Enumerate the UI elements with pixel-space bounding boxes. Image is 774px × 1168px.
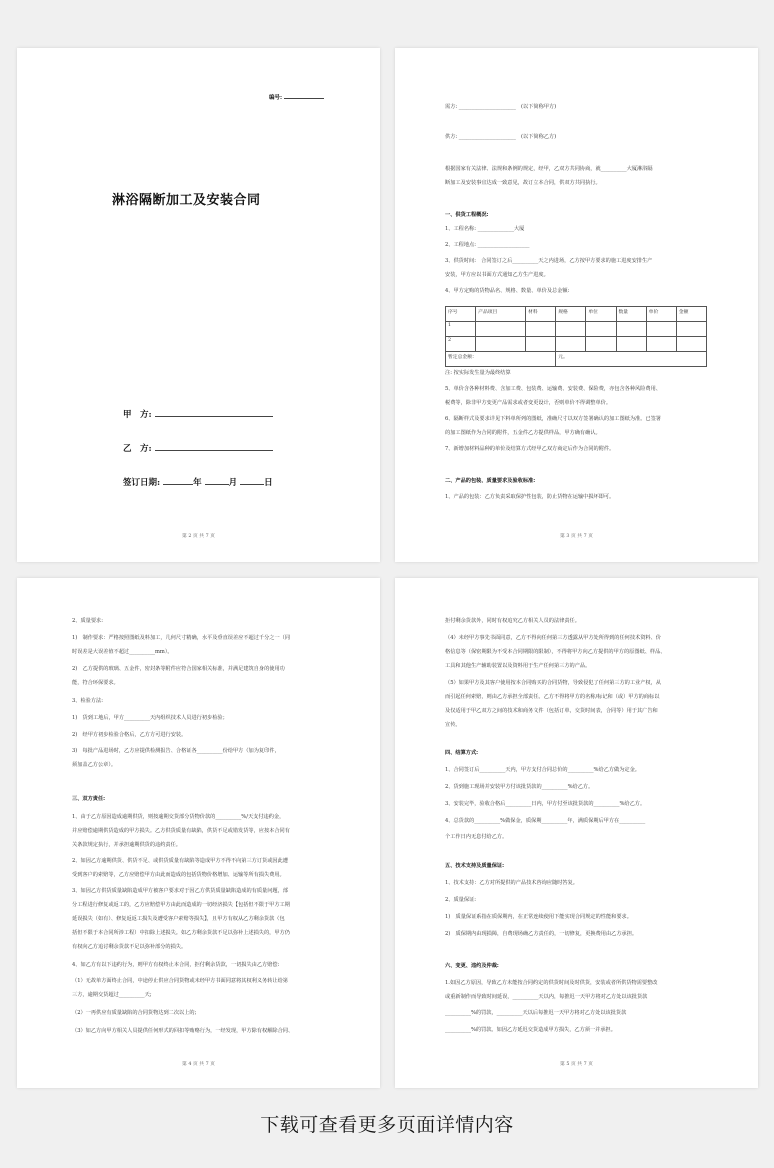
body-line: 根据国家有关法律、法规和条例的规定，经甲，乙双方共同协商，就__________大厦淋浴隔 [445, 166, 653, 172]
body-line: 受到客户的索赔等，乙方应赔偿甲方由此而造成的包括货物价格增加、运输等所有损失费用。 [72, 872, 285, 878]
contract-number-label: 编号: [269, 95, 283, 101]
page-footer: 第 3 页 共 7 页 [560, 534, 593, 539]
year-label: 年 [193, 478, 202, 488]
body-line: 1、技术支持：乙方对所提供的产品技术咨询应随时答复。 [445, 880, 578, 886]
section-heading: 五、技术支持及质量保证: [445, 863, 504, 869]
body-line: 能，符合环保要求。 [72, 680, 119, 686]
page-footer: 第 4 页 共 7 页 [182, 1062, 215, 1067]
section-heading: 二、产品的包装、质量要求及验收标准: [445, 478, 536, 484]
body-line: 分工程进行修复或返工的，乙方应赔偿甲方由此而造成的一切经济损失【包括但不限于甲方工期 [72, 902, 290, 908]
body-line: 个工作日内无息付给乙方。 [445, 834, 508, 840]
table-cell [616, 322, 646, 337]
contract-page-3 [17, 578, 380, 1088]
body-line: 2、如因乙方逾期供货、供货不足、或供货质量有缺陷等造成甲方不得不向第三方订货或因此遭 [72, 858, 288, 864]
body-line: 2、质量保证: [445, 897, 476, 903]
body-line: 关条款规定执行，并承担逾期供货的违约责任。 [72, 842, 181, 848]
body-line: 的加工图纸作为合同的附件，五金件乙方提供样品，甲方确有确认。 [445, 430, 601, 436]
body-line: __________%的罚款，__________天以后每推迟一天甲方将对乙方处以该批货款 [445, 1010, 627, 1016]
body-line: 4、甲方定购的货物品名、规格、数量、单价及总金额: [445, 288, 570, 294]
party-b-row [123, 442, 273, 454]
body-line: 2、工程地点: ____________________ [445, 242, 530, 248]
body-line: 3、检验方法: [72, 698, 103, 704]
body-line: 须加盖乙方公章）。 [72, 762, 117, 768]
table-cell [676, 322, 706, 337]
body-line: 1、工程名称: ______________大厦 [445, 226, 525, 232]
body-line: 1、产品的包装：乙方负责采取保护性包装，防止货物在运输中损坏即可。 [445, 494, 615, 500]
body-line: 安装，甲方应以书面方式通知乙方生产进度。 [445, 272, 549, 278]
body-line: （3）如乙方向甲方相关人员提供任何形式的回扣等贿赂行为，一经发现，甲方除有权解除合同、 [72, 1028, 294, 1034]
body-line: 或重新制作而导致时间延误，__________天以内，每推迟一天甲方将对乙方处以该批货款 [445, 994, 648, 1000]
body-line: （1）无故单方面终止合同，中途停止供应合同货物或未经甲方书面同意将其权利义务转让给第 [72, 978, 288, 984]
body-line: 供方: ______________________ (以下简称乙方) [445, 134, 557, 140]
body-line: 工具和其他生产辅助装置以及资料用于生产任何第三方的产品。 [445, 663, 591, 669]
table-cell: 2 [446, 337, 476, 352]
table-cell [476, 337, 526, 352]
body-line: 需方: ______________________ (以下简称甲方) [445, 104, 557, 110]
body-line: 5、单价含各种材料费、含加工费、包装费、运输费、安装费、保险费，亦包含各种风险费用、 [445, 386, 661, 392]
sign-date-row [123, 476, 273, 488]
body-line: 4、如乙方有以下违约行为，则甲方有权终止本合同，拒付剩余货款，一切损失由乙方赔偿: [72, 962, 280, 968]
party-a-label: 甲 方: [123, 410, 152, 420]
body-line: 1) 货到工地后，甲方__________天内组织技术人员进行初步检验； [72, 715, 228, 721]
table-header-cell: 单位 [586, 307, 616, 322]
body-line: 3) 每批产品进场时，乙方应提供检测报告、合格证各__________份给甲方（加为复印件， [72, 748, 280, 754]
sign-date-label: 签订日期: [123, 478, 161, 488]
body-line: 延误损失（如有）、修复返返工损失及遭受客户索赔等损失】，且甲方有权从乙方剩余货款（包 [72, 916, 285, 922]
total-label: 暂定总金额： [446, 352, 556, 367]
table-cell [616, 337, 646, 352]
party-a-blank [155, 409, 273, 417]
body-line: 2) 质保期内由现损障，自费现场确乙方责任的，一切修复，更换费用由乙方承担。 [445, 931, 638, 937]
total-unit: 元。 [556, 352, 707, 367]
table-cell [586, 337, 616, 352]
table-cell [526, 322, 556, 337]
body-line: 3、供货时间: 合同签订之后__________天之内进场，乙方按甲方要求的施工进度安排生产 [445, 258, 653, 264]
table-row [446, 322, 707, 337]
month-label: 月 [228, 478, 238, 488]
section-heading: 一、供货工程概况: [445, 212, 489, 218]
party-b-label: 乙 方: [123, 444, 152, 454]
contract-title: 淋浴隔断加工及安装合同 [112, 193, 261, 208]
table-cell: 1 [446, 322, 476, 337]
body-line: 格信息等（保密期限为不受本合同期限的限制），不得将甲方向乙方提供的甲方的原图纸、样品、 [445, 649, 666, 655]
body-line: 有权向乙方追讨剩余货款不足以弥补部分的损失。 [72, 944, 187, 950]
table-cell [586, 322, 616, 337]
day-label: 日 [264, 478, 273, 488]
contract-cover-page [17, 48, 380, 562]
year-blank [163, 477, 193, 485]
body-line: 及仅适用于甲乙双方之间的技术和商务文件（包括订单，交货时间表，合同等）用于其广告和 [445, 708, 658, 714]
table-cell [556, 337, 586, 352]
body-line: 税费等，除非甲方变更产品需求或者变更设计，否则单价不得调整单价。 [445, 400, 612, 406]
body-line: 而引起任何索赔，则由乙方承担全部责任。乙方不得将甲方的名称/标记和（或）甲方的商标以 [445, 694, 660, 700]
body-line: 拒付剩余货款外，同时有权追究乙方相关人员的法律责任。 [445, 618, 580, 624]
table-cell [646, 337, 676, 352]
table-header-cell: 数量 [616, 307, 646, 322]
page-footer: 第 5 页 共 7 页 [560, 1062, 593, 1067]
body-line: 三方，逾期交货超过__________天; [72, 992, 152, 998]
body-line: 6、隔断样式及要求详见下料单所列的图纸，准确尺寸以双方签署确认的加工图纸为准。已签署 [445, 416, 661, 422]
party-a-row [123, 408, 273, 420]
table-header-cell: 单价 [646, 307, 676, 322]
section-heading: 六、变更、违约及仲裁: [445, 963, 499, 969]
table-header-cell: 金额 [676, 307, 706, 322]
contract-number-row [269, 93, 324, 101]
body-line: 宣传。 [445, 722, 461, 728]
body-line: 断加工及安装事宜达成一致意见，故订立本合同，供双方共同执行。 [445, 180, 601, 186]
body-line: （5）如果甲方及其客户使用按本合同购买的合同货物，导致侵犯了任何第三方的工业产权，从 [445, 680, 661, 686]
table-cell [646, 322, 676, 337]
table-header-cell: 产品项目 [476, 307, 526, 322]
body-line: 3、安装完毕，验收合格后__________日内，甲方付至该批货款的__________%给乙方。 [445, 801, 646, 807]
body-line: 1) 质量保证系指在质保期内，在正常连续使用下能实现合同规定的性能和要求。 [445, 914, 632, 920]
body-line: 1) 制作要求：严格按照图纸及料加工，几何尺寸精确，水平及垂直误差应不超过千分之一（同 [72, 635, 291, 641]
body-line: 注: 按实际发生量为最终结算 [445, 370, 511, 376]
body-line: 括但不限于本合同所涉工程）中扣除上述损失。如乙方剩余货款不足以弥补上述损失的，甲方仍 [72, 930, 290, 936]
section-heading: 四、结算方式: [445, 750, 479, 756]
body-line: （2）一再供应有质量缺陷的合同货物达到二次以上的; [72, 1010, 197, 1016]
body-line: 2) 乙方提供的玻璃、五金件，密封条等附件应符合国家相关标准，并满足建筑自身的使用功 [72, 666, 285, 672]
product-table-total-row [446, 352, 707, 367]
body-line: （4）未经甲方事先书面同意，乙方不得向任何第三方透露从甲方处所得到的任何技术资料、价 [445, 635, 661, 641]
body-line: __________%的罚款。如因乙方延迟交货造成甲方损失，乙方须一并承担。 [445, 1027, 616, 1033]
section-heading: 三、双方责任: [72, 796, 106, 802]
body-line: 7、新增加材料品种的单价及结算方式经甲乙双方商定后作为合同的附件。 [445, 446, 615, 452]
table-header-cell: 材料 [526, 307, 556, 322]
body-line: 3、如因乙方供货质量缺陷造成甲方被客户要求对于因乙方供货质量缺陷造成的有质量问题，部 [72, 888, 288, 894]
product-table-header [446, 307, 707, 322]
contract-page-4 [395, 578, 758, 1088]
body-line: 1、由于乙方原因造成逾期供货，则按逾期交货部分货物价款的__________%/天支付违约金， [72, 814, 285, 820]
contract-number-blank [284, 93, 324, 99]
page-footer: 第 2 页 共 7 页 [182, 534, 215, 539]
table-row [446, 337, 707, 352]
table-cell [476, 322, 526, 337]
body-line: 并应赔偿逾期供货造成的甲方损失。乙方供货质量有缺陷，供货不足或错发货等，应按本合同有 [72, 828, 290, 834]
table-cell [676, 337, 706, 352]
table-cell [556, 322, 586, 337]
body-line: 时误差是大误差值不超过__________mm）。 [72, 649, 173, 655]
download-more-caption[interactable]: 下载可查看更多页面详情内容 [260, 1114, 514, 1136]
table-header-cell: 规格 [556, 307, 586, 322]
day-blank [240, 477, 264, 485]
party-b-blank [155, 443, 273, 451]
body-line: 2、货到施工现场并安装甲方付该批货款的__________%给乙方。 [445, 784, 594, 790]
table-header-cell: 序号 [446, 307, 476, 322]
body-line: 4、总货款的__________%做保金，质保期__________年，满质保期后甲方在__________ [445, 818, 646, 824]
table-cell [526, 337, 556, 352]
body-line: 2、质量要求: [72, 618, 103, 624]
body-line: 2) 经甲方初步检验合格后，乙方方可进行安装。 [72, 732, 187, 738]
product-table [445, 306, 707, 367]
month-blank [205, 477, 229, 485]
body-line: 1.如因乙方原因，导致乙方未能按合同约定的供货时间及时供货，安装或者所供货物需要整改 [445, 980, 658, 986]
contract-page-2 [395, 48, 758, 562]
body-line: 1、合同签订后__________天内，甲方支付合同总价的__________%给乙方做为定金。 [445, 767, 640, 773]
